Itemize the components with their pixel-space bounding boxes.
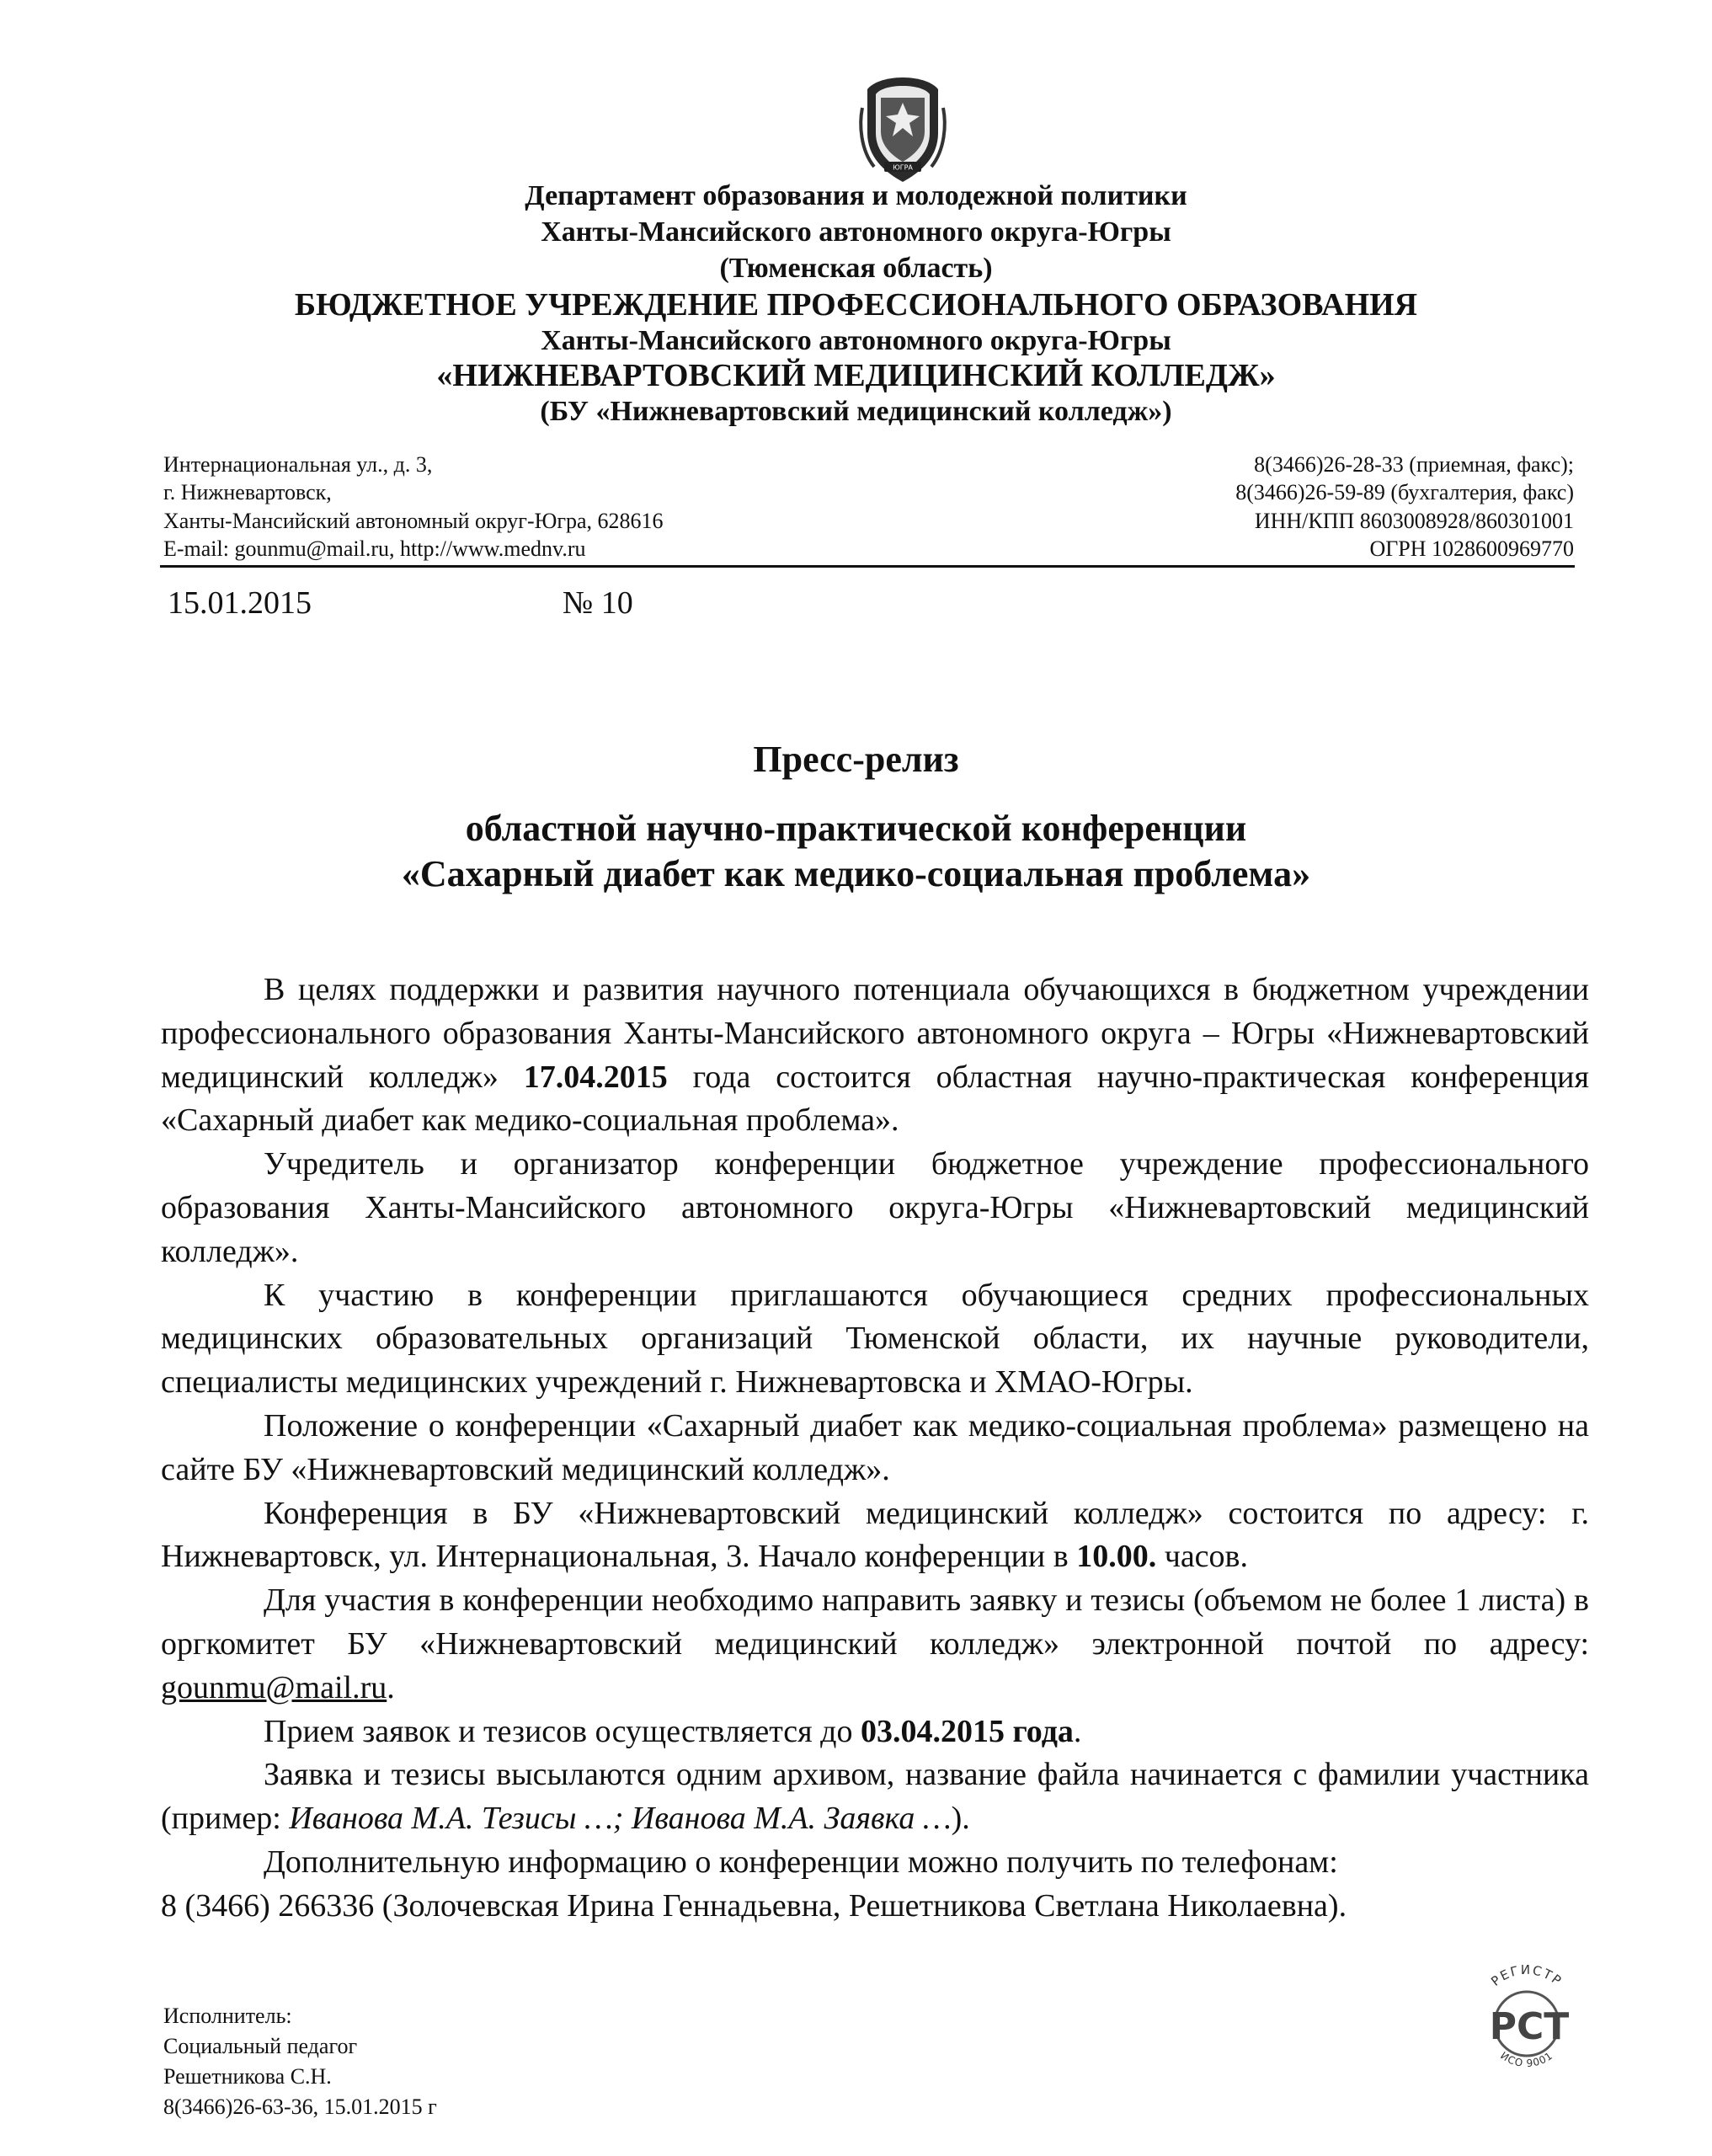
address-city: г. Нижневартовск,	[163, 480, 332, 504]
svg-text:ИСО 9001	[1498, 2049, 1555, 2069]
phone-accounting: 8(3466)26-59-89 (бухгалтерия, факс)	[1235, 480, 1574, 504]
conference-name: «Сахарный диабет как медико-социальная проблема»	[401, 853, 1311, 894]
coat-of-arms-icon	[856, 74, 950, 185]
cert-mark: РСТ	[1489, 2005, 1570, 2048]
paragraph-deadline: Прием заявок и тезисов осуществляется до 03.04.2015 года.	[264, 1713, 1082, 1749]
paragraph-file-naming: Заявка и тезисы высылаются одним архивом, название файла начинается с фамилии участника (пример: Иванова М.А. Тезисы …; Иванова М.А. Заявка …).	[161, 1757, 1589, 1837]
institution-short-name: (БУ «Нижневартовский медицинский колледж»)	[540, 396, 1172, 427]
document-title: Пресс-релиз	[753, 739, 959, 780]
paragraph-phones: 8 (3466) 266336 (Золочевская Ирина Геннадьевна, Решетникова Светлана Николаевна).	[161, 1887, 1347, 1924]
header-divider	[160, 565, 1575, 568]
email-link[interactable]: gounmu@mail.ru	[161, 1669, 387, 1705]
document-number: № 10	[563, 585, 633, 621]
executor-position: Социальный педагог	[163, 2034, 358, 2058]
ogrn: ОГРН 1028600969770	[1369, 536, 1574, 561]
executor-contact: 8(3466)26-63-36, 15.01.2015 г	[163, 2095, 437, 2119]
phone-reception: 8(3466)26-28-33 (приемная, факс);	[1254, 452, 1574, 477]
emblem-label: ЮГРА	[893, 163, 913, 172]
cert-top-text: РЕГИСТР	[1488, 1961, 1565, 1989]
conference-type: областной научно-практической конференции	[465, 808, 1247, 849]
paragraph-purpose: В целях поддержки и развития научного потенциала обучающихся в бюджетном учреждении профессионального образования Ханты-Мансийского автономного округа – Югры «Нижневартовский медицинский колледж» 17.04.2015 года состоится областная научно-практическая конференция «Сахарный диабет как медико-социальная проблема».	[161, 972, 1589, 1139]
start-time: 10.00.	[1076, 1539, 1157, 1575]
paragraph-venue: Конференция в БУ «Нижневартовский медицинский колледж» состоится по адресу: г. Нижневартовск, ул. Интернациональная, 3. Начало конференции в 10.00. часов.	[161, 1495, 1589, 1575]
paragraph-participants: К участию в конференции приглашаются обучающиеся средних профессиональных медицинских образовательных организаций Тюменской области, их научные руководители, специалисты медицинских учреждений г. Нижневартовска и ХМАО-Югры.	[161, 1277, 1589, 1401]
press-release-body	[161, 969, 1589, 1929]
rst-certification-mark-icon	[1464, 1958, 1590, 2084]
paragraph-organizer: Учредитель и организатор конференции бюджетное учреждение профессионального образования Ханты-Мансийского автономного округа-Югры «Нижневартовский медицинский колледж».	[161, 1146, 1589, 1269]
cert-bottom-text: ИСО 9001	[1498, 2049, 1555, 2070]
inn-kpp: ИНН/КПП 8603008928/860301001	[1254, 509, 1574, 533]
executor-label: Исполнитель:	[163, 2004, 292, 2028]
document-date: 15.01.2015	[168, 585, 312, 621]
institution-type: БЮДЖЕТНОЕ УЧРЕЖДЕНИЕ ПРОФЕССИОНАЛЬНОГО ОБРАЗОВАНИЯ	[294, 287, 1418, 323]
executor-block	[163, 2001, 437, 2122]
conference-date: 17.04.2015	[523, 1059, 668, 1095]
institution-name: «НИЖНЕВАРТОВСКИЙ МЕДИЦИНСКИЙ КОЛЛЕДЖ»	[436, 358, 1276, 393]
address-street: Интернациональная ул., д. 3,	[163, 452, 433, 477]
region-name: Ханты-Мансийского автономного округа-Югры	[541, 216, 1171, 248]
svg-text:РЕГИСТР	[1488, 1962, 1565, 1989]
executor-name: Решетникова С.Н.	[163, 2064, 332, 2089]
file-name-example: Иванова М.А. Тезисы …; Иванова М.А. Заявка …	[289, 1801, 952, 1837]
deadline-date: 03.04.2015 года	[860, 1713, 1074, 1749]
paragraph-info: Дополнительную информацию о конференции можно получить по телефонам:	[264, 1844, 1338, 1880]
email-website: E-mail: gounmu@mail.ru, http://www.mednv.ru	[163, 536, 586, 561]
oblast-name: (Тюменская область)	[719, 253, 993, 284]
department-name: Департамент образования и молодежной политики	[525, 180, 1187, 211]
paragraph-application: Для участия в конференции необходимо направить заявку и тезисы (объемом не более 1 листа) в оргкомитет БУ «Нижневартовский медицинский колледж» электронной почтой по адресу: gounmu@mail.ru.	[161, 1582, 1589, 1705]
institution-region: Ханты-Мансийского автономного округа-Югры	[541, 325, 1171, 356]
address-region: Ханты-Мансийский автономный округ-Югра, 628616	[163, 509, 664, 533]
paragraph-regulation: Положение о конференции «Сахарный диабет как медико-социальная проблема» размещено на сайте БУ «Нижневартовский медицинский колледж».	[161, 1407, 1589, 1487]
